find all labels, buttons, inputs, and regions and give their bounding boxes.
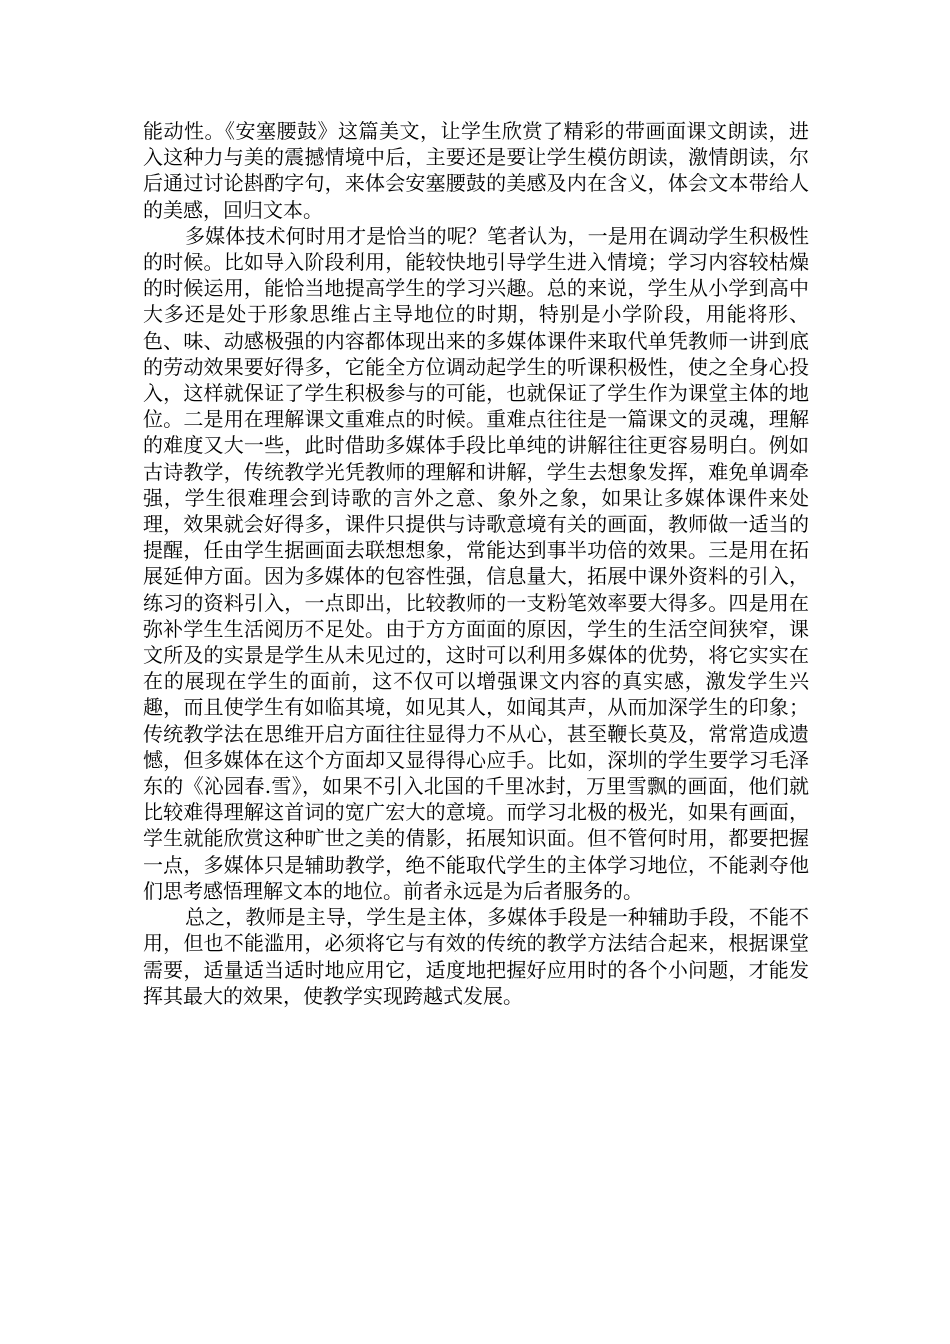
paragraph-continuation: 能动性。《安塞腰鼓》这篇美文，让学生欣赏了精彩的带画面课文朗读，进入这种力与美的震撼情境中后，主要还是要让学生模仿朗读，激情朗读，尔后通过讨论斟酌字句，来体会安塞腰鼓的美感及内在含义，体会文本带给人的美感，回归文本。 xyxy=(143,119,809,222)
paragraph-conclusion: 总之，教师是主导，学生是主体，多媒体手段是一种辅助手段，不能不用，但也不能滥用，必须将它与有效的传统的教学方法结合起来，根据课堂需要，适量适当适时地应用它，适度地把握好应用时的各个小问题，才能发挥其最大的效果，使教学实现跨越式发展。 xyxy=(143,905,809,1008)
paragraph-multimedia-timing: 多媒体技术何时用才是恰当的呢？笔者认为，一是用在调动学生积极性的时候。比如导入阶段利用，能较快地引导学生进入情境；学习内容较枯燥的时候运用，能恰当地提高学生的学习兴趣。总的来说，学生从小学到高中大多还是处于形象思维占主导地位的时期，特别是小学阶段，用能将形、色、味、动感极强的内容都体现出来的多媒体课件来取代单凭教师一讲到底的劳动效果要好得多，它能全方位调动起学生的听课积极性，使之全身心投入，这样就保证了学生积极参与的可能，也就保证了学生作为课堂主体的地位。二是用在理解课文重难点的时候。重难点往往是一篇课文的灵魂，理解的难度又大一些，此时借助多媒体手段比单纯的讲解往往更容易明白。例如古诗教学，传统教学光凭教师的理解和讲解，学生去想象发挥，难免单调牵强，学生很难理会到诗歌的言外之意、象外之象，如果让多媒体课件来处理，效果就会好得多，课件只提供与诗歌意境有关的画面，教师做一适当的提醒，任由学生据画面去联想想象，常能达到事半功倍的效果。三是用在拓展延伸方面。因为多媒体的包容性强，信息量大，拓展中课外资料的引入，练习的资料引入，一点即出，比较教师的一支粉笔效率要大得多。四是用在弥补学生生活阅历不足处。由于方方面面的原因，学生的生活空间狭窄，课文所及的实景是学生从未见过的，这时可以利用多媒体的优势，将它实实在在的展现在学生的面前，这不仅可以增强课文内容的真实感，激发学生兴趣，而且使学生有如临其境，如见其人，如闻其声，从而加深学生的印象；传统教学法在思维开启方面往往显得力不从心，甚至鞭长莫及，常常造成遗憾，但多媒体在这个方面却又显得得心应手。比如，深圳的学生要学习毛泽东的《沁园春.雪》，如果不引入北国的千里冰封，万里雪飘的画面，他们就比较难得理解这首词的宽广宏大的意境。而学习北极的极光，如果有画面，学生就能欣赏这种旷世之美的倩影，拓展知识面。但不管何时用，都要把握一点，多媒体只是辅助教学，绝不能取代学生的主体学习地位，不能剥夺他们思考感悟理解文本的地位。前者永远是为后者服务的。 xyxy=(143,223,809,903)
document-body xyxy=(143,118,809,1009)
